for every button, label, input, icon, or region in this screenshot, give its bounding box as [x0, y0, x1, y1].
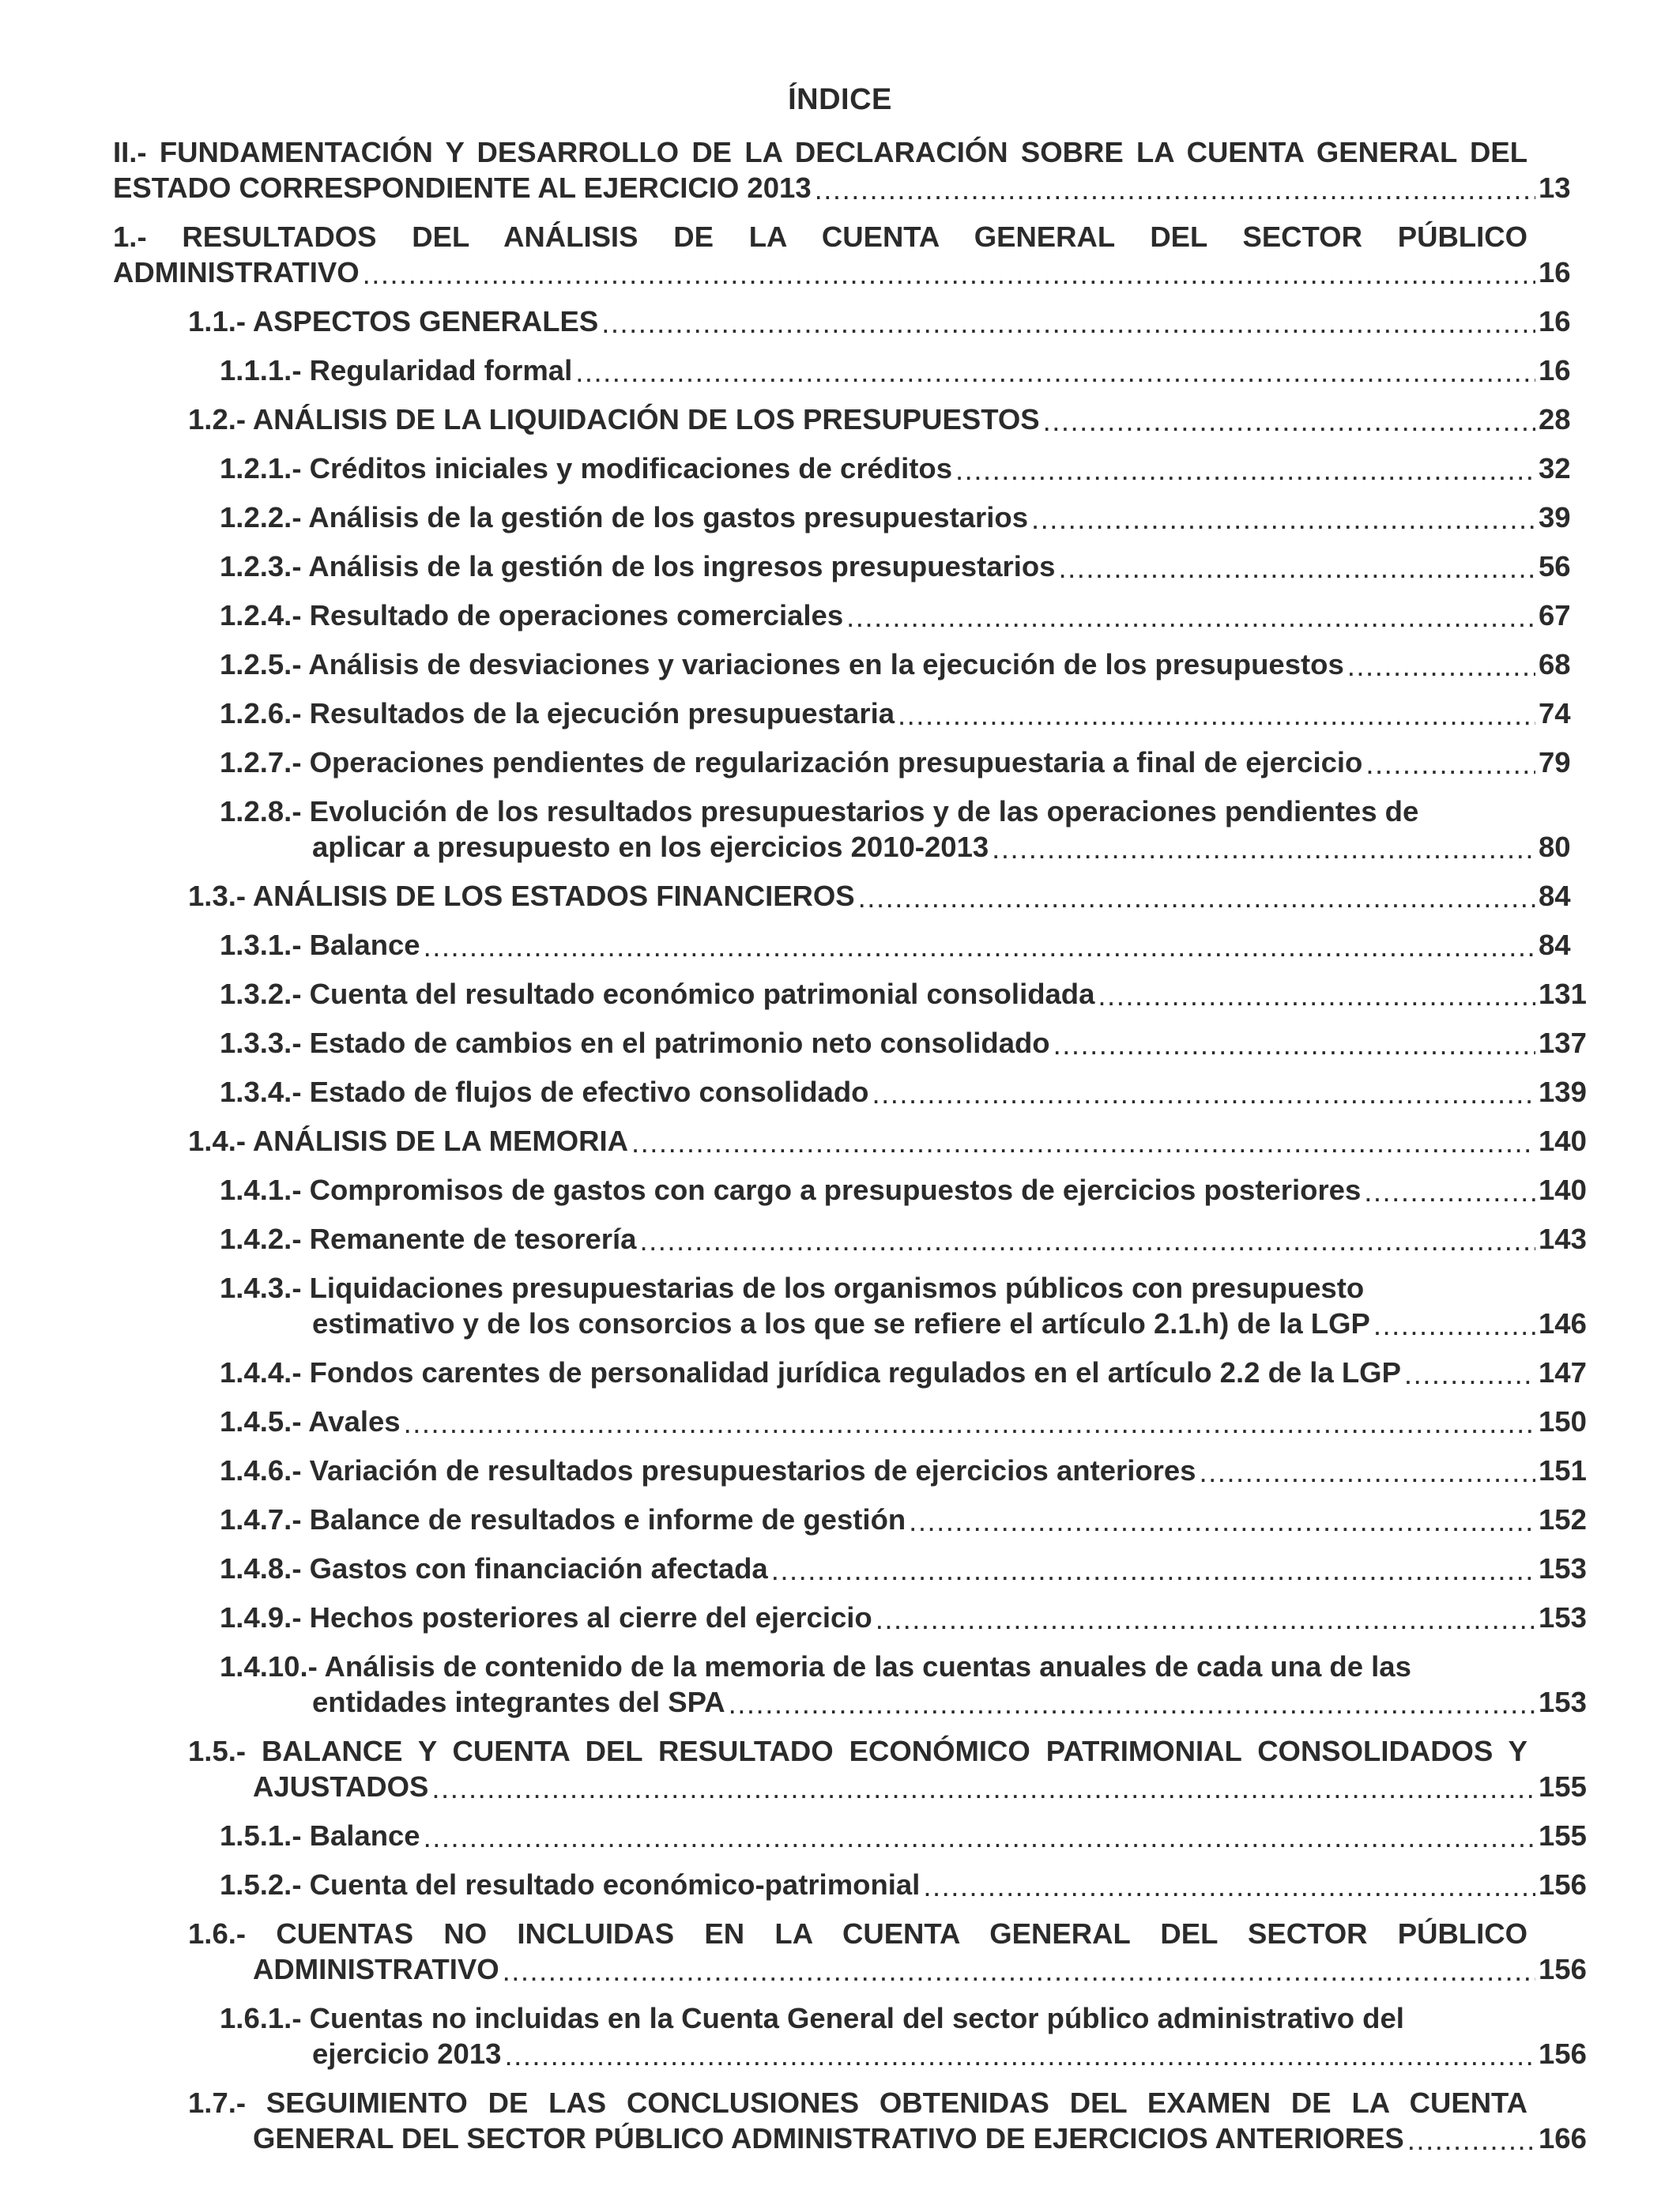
- toc-entry-title: 1.4.5.- Avales: [220, 1405, 401, 1438]
- page-number: 152: [1539, 1503, 1587, 1536]
- toc-entry-title: 1.4.9.- Hechos posteriores al cierre del ejercicio: [220, 1601, 872, 1634]
- toc-entry-title: 1.3.2.- Cuenta del resultado económico patrimonial consolidada: [220, 978, 1095, 1010]
- dot-leader: [503, 1955, 1535, 1987]
- page-number: 13: [1539, 172, 1571, 204]
- toc-entry[interactable]: [220, 1649, 1587, 1720]
- toc-entry-title-line2: ADMINISTRATIVO: [113, 256, 360, 288]
- toc-entry[interactable]: [220, 794, 1571, 865]
- toc-entry[interactable]: [188, 1123, 1587, 1159]
- toc-entry-title: 1.2.- ANÁLISIS DE LA LIQUIDACIÓN DE LOS PRESUPUESTOS: [188, 403, 1040, 435]
- page-number: 156: [1539, 1868, 1587, 1901]
- page-number: 153: [1539, 1552, 1587, 1585]
- toc-entry-title-line2: ADMINISTRATIVO: [253, 1953, 499, 1985]
- toc-entry[interactable]: [220, 499, 1571, 535]
- dot-leader: [1365, 748, 1535, 780]
- toc-entry-title-line1: II.- FUNDAMENTACIÓN Y DESARROLLO DE LA DECLARACIÓN SOBRE LA CUENTA GENERAL DEL: [113, 136, 1527, 168]
- dot-leader: [858, 882, 1535, 914]
- dot-leader: [1407, 2124, 1535, 2156]
- dot-leader: [631, 1127, 1535, 1159]
- toc-entry-title: 1.3.4.- Estado de flujos de efectivo consolidado: [220, 1076, 869, 1108]
- page-number: 143: [1539, 1223, 1587, 1255]
- toc-entry-title: 1.4.2.- Remanente de tesorería: [220, 1223, 637, 1255]
- toc-entry[interactable]: [220, 745, 1571, 780]
- page-number: 146: [1539, 1307, 1587, 1340]
- dot-leader: [504, 2040, 1535, 2071]
- toc-entry-title: 1.1.- ASPECTOS GENERALES: [188, 305, 599, 337]
- toc-entry-title-line2: AJUSTADOS: [253, 1770, 429, 1803]
- dot-leader: [1347, 650, 1535, 682]
- toc-entry[interactable]: [220, 1074, 1587, 1110]
- toc-entry-title: 1.4.- ANÁLISIS DE LA MEMORIA: [188, 1125, 628, 1157]
- toc-entry[interactable]: [220, 450, 1571, 486]
- dot-leader: [404, 1408, 1535, 1439]
- page-number: 84: [1539, 929, 1571, 961]
- dot-leader: [639, 1225, 1535, 1257]
- dot-leader: [909, 1506, 1535, 1537]
- dot-leader: [872, 1078, 1535, 1110]
- toc-entry[interactable]: [220, 2000, 1587, 2071]
- toc-entry-title-line2: aplicar a presupuesto en los ejercicios 2010-2013: [312, 831, 989, 863]
- toc-entry[interactable]: [220, 647, 1571, 682]
- toc-entry[interactable]: [220, 1867, 1587, 1902]
- dot-leader: [1098, 980, 1535, 1012]
- dot-leader: [1199, 1457, 1535, 1488]
- dot-leader: [1364, 1176, 1535, 1208]
- toc-entry[interactable]: [188, 2085, 1587, 2156]
- dot-leader: [771, 1555, 1535, 1586]
- toc-entry-title: 1.2.4.- Resultado de operaciones comerciales: [220, 599, 844, 631]
- dot-leader: [424, 931, 1535, 963]
- page-number: 131: [1539, 978, 1587, 1010]
- dot-leader: [729, 1688, 1535, 1720]
- page-number: 16: [1539, 256, 1571, 288]
- toc-entry-title-line2: entidades integrantes del SPA: [312, 1686, 725, 1718]
- page-number: 80: [1539, 831, 1571, 863]
- dot-leader: [955, 454, 1535, 486]
- dot-leader: [424, 1822, 1535, 1853]
- page-number: 79: [1539, 746, 1571, 778]
- toc-entry-title-line2: ESTADO CORRESPONDIENTE AL EJERCICIO 2013: [113, 172, 812, 204]
- toc-entry-title-line1: 1.2.8.- Evolución de los resultados presupuestarios y de las operaciones pendientes de: [220, 795, 1419, 827]
- toc-entry-title: 1.4.4.- Fondos carentes de personalidad jurídica regulados en el artículo 2.2 de la LGP: [220, 1356, 1401, 1389]
- dot-leader: [1031, 503, 1535, 535]
- page-title: ÍNDICE: [788, 83, 892, 116]
- toc-entry-title: 1.4.7.- Balance de resultados e informe de gestión: [220, 1503, 906, 1536]
- toc-entry-title: 1.2.3.- Análisis de la gestión de los ingresos presupuestarios: [220, 550, 1056, 582]
- toc-entry-title: 1.2.5.- Análisis de desviaciones y variaciones en la ejecución de los presupuestos: [220, 648, 1344, 680]
- toc-entry[interactable]: [220, 1453, 1587, 1488]
- toc-entry-title: 1.4.6.- Variación de resultados presupuestarios de ejercicios anteriores: [220, 1454, 1196, 1487]
- toc-entry-title-line1: 1.6.1.- Cuentas no incluidas en la Cuenta General del sector público administrativo del: [220, 2002, 1404, 2034]
- dot-leader: [1053, 1029, 1535, 1061]
- dot-leader: [431, 1773, 1535, 1804]
- page-number: 16: [1539, 305, 1571, 337]
- toc-entry[interactable]: [220, 1551, 1587, 1586]
- page-number: 140: [1539, 1174, 1587, 1206]
- page-number: 39: [1539, 501, 1571, 533]
- page-number: 155: [1539, 1770, 1587, 1803]
- toc-entry-title-line2: GENERAL DEL SECTOR PÚBLICO ADMINISTRATIVO DE EJERCICIOS ANTERIORES: [253, 2122, 1404, 2154]
- dot-leader: [898, 699, 1535, 731]
- toc-entry[interactable]: [220, 1221, 1587, 1257]
- page-number: 147: [1539, 1356, 1587, 1389]
- dot-leader: [923, 1871, 1535, 1902]
- dot-leader: [1043, 405, 1535, 437]
- page-number: 32: [1539, 452, 1571, 484]
- dot-leader: [1058, 552, 1535, 584]
- toc-entry[interactable]: [220, 548, 1571, 584]
- toc-entry[interactable]: [188, 1733, 1587, 1804]
- page-number: 153: [1539, 1601, 1587, 1634]
- toc-entry-title: 1.2.7.- Operaciones pendientes de regularización presupuestaria a final de ejercicio: [220, 746, 1363, 778]
- page-number: 84: [1539, 880, 1571, 912]
- dot-leader: [1404, 1359, 1535, 1390]
- toc-entry-title: 1.3.- ANÁLISIS DE LOS ESTADOS FINANCIEROS: [188, 880, 855, 912]
- toc-entry[interactable]: [220, 1502, 1587, 1537]
- table-of-contents: [113, 134, 1587, 2169]
- toc-entry-title-line2: ejercicio 2013: [312, 2038, 502, 2070]
- toc-entry-title-line1: 1.6.- CUENTAS NO INCLUIDAS EN LA CUENTA GENERAL DEL SECTOR PÚBLICO: [188, 1917, 1527, 1950]
- page-number: 56: [1539, 550, 1571, 582]
- toc-entry[interactable]: [220, 927, 1571, 963]
- toc-entry[interactable]: [220, 1355, 1587, 1390]
- toc-entry-title: 1.5.2.- Cuenta del resultado económico-patrimonial: [220, 1868, 921, 1901]
- dot-leader: [1373, 1310, 1535, 1341]
- toc-entry[interactable]: [220, 1600, 1587, 1635]
- page-number: 140: [1539, 1125, 1587, 1157]
- toc-entry-title-line1: 1.4.10.- Análisis de contenido de la memoria de las cuentas anuales de cada una de las: [220, 1650, 1411, 1683]
- page-number: 150: [1539, 1405, 1587, 1438]
- toc-entry[interactable]: [113, 219, 1571, 290]
- page-number: 156: [1539, 1953, 1587, 1985]
- page-number: 16: [1539, 354, 1571, 386]
- page-number: 151: [1539, 1454, 1587, 1487]
- page-number: 68: [1539, 648, 1571, 680]
- toc-entry[interactable]: [220, 352, 1571, 388]
- toc-entry-title-line1: 1.5.- BALANCE Y CUENTA DEL RESULTADO ECONÓMICO PATRIMONIAL CONSOLIDADOS Y: [188, 1735, 1527, 1767]
- toc-entry[interactable]: [220, 1025, 1587, 1061]
- page-number: 137: [1539, 1027, 1587, 1059]
- toc-entry-title-line2: estimativo y de los consorcios a los que se refiere el artículo 2.1.h) de la LGP: [312, 1307, 1370, 1340]
- toc-entry-title: 1.2.1.- Créditos iniciales y modificaciones de créditos: [220, 452, 953, 484]
- toc-entry-title: 1.4.8.- Gastos con financiación afectada: [220, 1552, 768, 1585]
- toc-entry[interactable]: [188, 1916, 1587, 1987]
- toc-entry[interactable]: [220, 1404, 1587, 1439]
- toc-entry[interactable]: [220, 598, 1571, 633]
- toc-entry[interactable]: [220, 976, 1587, 1012]
- page-number: 156: [1539, 2038, 1587, 2070]
- toc-entry[interactable]: [113, 134, 1571, 205]
- page-number: 166: [1539, 2122, 1587, 2154]
- toc-entry[interactable]: [220, 1172, 1587, 1208]
- page-number: 139: [1539, 1076, 1587, 1108]
- toc-entry[interactable]: [188, 878, 1571, 914]
- dot-leader: [992, 833, 1535, 865]
- toc-entry-title: 1.3.3.- Estado de cambios en el patrimonio neto consolidado: [220, 1027, 1050, 1059]
- toc-entry[interactable]: [220, 1818, 1587, 1853]
- page-number: 67: [1539, 599, 1571, 631]
- toc-entry[interactable]: [188, 303, 1571, 339]
- toc-entry-title-line1: 1.- RESULTADOS DEL ANÁLISIS DE LA CUENTA GENERAL DEL SECTOR PÚBLICO: [113, 221, 1527, 253]
- page-number: 153: [1539, 1686, 1587, 1718]
- toc-entry-title-line1: 1.4.3.- Liquidaciones presupuestarias de los organismos públicos con presupuesto: [220, 1272, 1365, 1304]
- toc-entry[interactable]: [220, 1270, 1587, 1341]
- dot-leader: [575, 356, 1535, 388]
- dot-leader: [846, 601, 1535, 633]
- toc-entry-title: 1.2.2.- Análisis de la gestión de los gastos presupuestarios: [220, 501, 1028, 533]
- toc-entry[interactable]: [188, 401, 1571, 437]
- toc-entry[interactable]: [220, 696, 1571, 731]
- toc-entry-title: 1.3.1.- Balance: [220, 929, 420, 961]
- toc-entry-title: 1.1.1.- Regularidad formal: [220, 354, 573, 386]
- toc-entry-title: 1.5.1.- Balance: [220, 1819, 420, 1852]
- page-number: 28: [1539, 403, 1571, 435]
- page-number: 155: [1539, 1819, 1587, 1852]
- dot-leader: [815, 174, 1535, 205]
- dot-leader: [601, 307, 1535, 339]
- dot-leader: [363, 258, 1535, 290]
- dot-leader: [876, 1604, 1535, 1635]
- page-number: 74: [1539, 697, 1571, 729]
- toc-entry-title-line1: 1.7.- SEGUIMIENTO DE LAS CONCLUSIONES OBTENIDAS DEL EXAMEN DE LA CUENTA: [188, 2087, 1527, 2119]
- toc-entry-title: 1.2.6.- Resultados de la ejecución presupuestaria: [220, 697, 895, 729]
- toc-entry-title: 1.4.1.- Compromisos de gastos con cargo a presupuestos de ejercicios posteriores: [220, 1174, 1362, 1206]
